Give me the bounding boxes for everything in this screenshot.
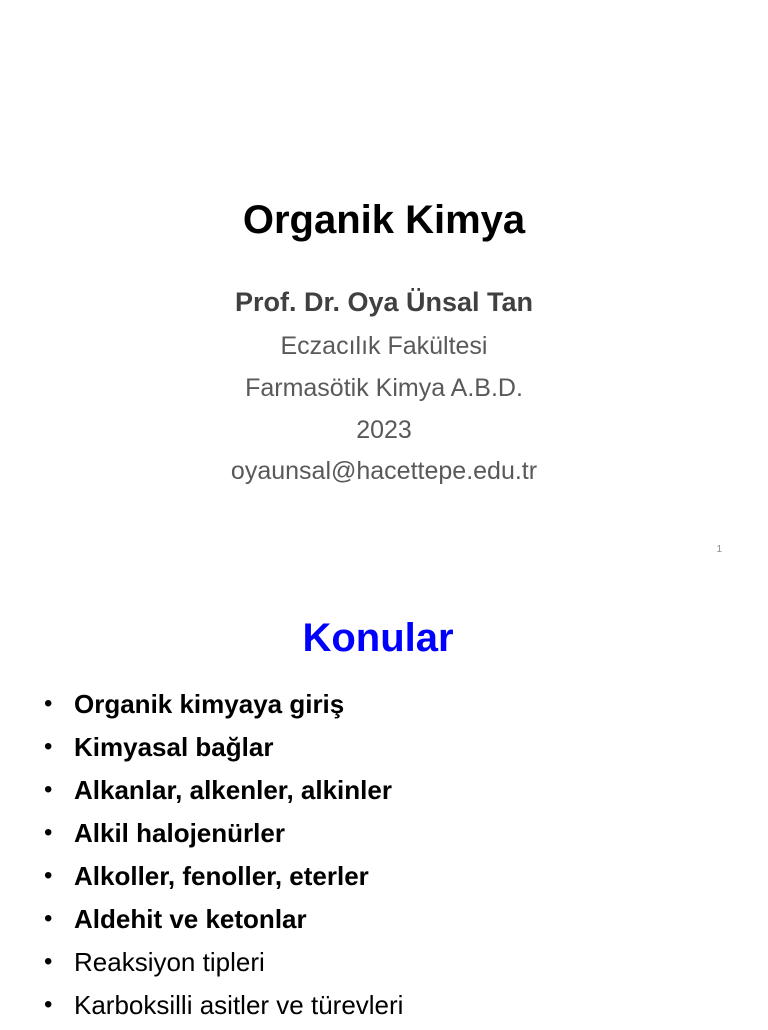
faculty-text: Eczacılık Fakültesi: [280, 332, 488, 360]
author-name: Prof. Dr. Oya Ünsal Tan: [234, 287, 534, 317]
topic-text: Aldehit ve ketonlar: [74, 904, 307, 934]
bullet-icon: •: [44, 733, 53, 760]
slide-title: Organik Kimya: [242, 198, 526, 242]
email-text: oyaunsal@hacettepe.edu.tr: [230, 457, 538, 485]
topic-item: [44, 815, 403, 858]
topic-item: [44, 901, 403, 944]
bullet-icon: •: [44, 905, 53, 932]
topic-text: Alkanlar, alkenler, alkinler: [74, 775, 392, 805]
topic-text: Alkoller, fenoller, eterler: [74, 861, 369, 891]
topic-text: Alkil halojenürler: [74, 818, 285, 848]
topic-text: Kimyasal bağlar: [74, 732, 274, 762]
topic-item: [44, 858, 403, 901]
topic-text: Karboksilli asitler ve türevleri: [74, 990, 404, 1020]
bullet-icon: •: [44, 862, 53, 889]
topic-text: Reaksiyon tipleri: [74, 947, 265, 977]
topic-item: [44, 772, 403, 815]
topics-slide: [0, 576, 768, 1024]
bullet-icon: •: [44, 690, 53, 717]
topic-item: [44, 729, 403, 772]
topics-title: Konular: [302, 616, 454, 660]
topic-item: [44, 944, 403, 987]
topic-text: Organik kimyaya giriş: [74, 689, 345, 719]
bullet-icon: •: [44, 991, 53, 1018]
bullet-icon: •: [44, 819, 53, 846]
topic-item: [44, 686, 403, 729]
year-text: 2023: [356, 416, 412, 444]
page-number: 1: [716, 544, 722, 555]
topic-list: [44, 686, 403, 1030]
bullet-icon: •: [44, 776, 53, 803]
department-text: Farmasötik Kimya A.B.D.: [245, 374, 523, 402]
bullet-icon: •: [44, 948, 53, 975]
